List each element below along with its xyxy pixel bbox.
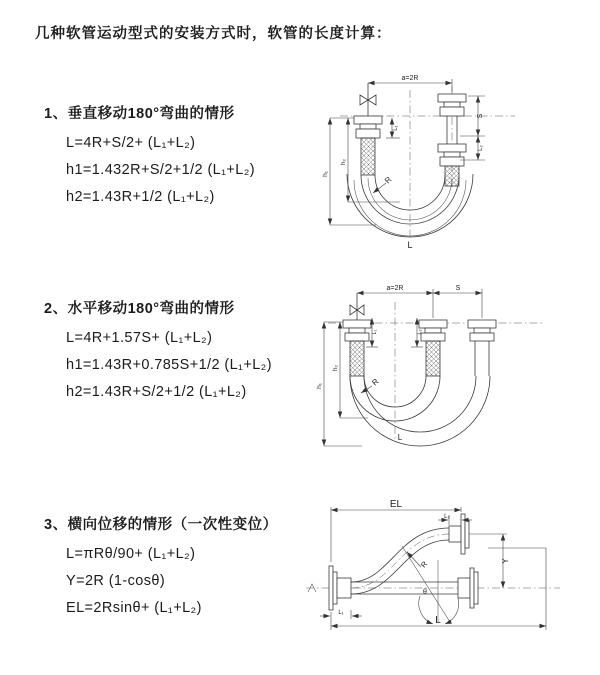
span-dim-label: a=2R (401, 75, 419, 82)
left-flange (329, 566, 351, 610)
span-dim-label: a=2R (386, 285, 404, 292)
diagram-vertical-180-bend (310, 70, 595, 260)
section-1-heading: 1、垂直移动180°弯曲的情形 (44, 106, 235, 122)
l2-dim-label: L₂ (478, 145, 484, 151)
section-1 (44, 102, 319, 211)
s-curve-hose (351, 528, 449, 594)
l1-dim-label: L₁ (393, 125, 399, 131)
dimension-lines (320, 507, 546, 630)
diagram-lateral-displacement (298, 498, 598, 668)
formula-line: L=4R+S/2+ (L₁+L₂) (66, 135, 196, 151)
section-2 (44, 297, 319, 406)
s-dim-label: S (477, 113, 484, 119)
formula-line: h1=1.43R+0.785S+1/2 (L₁+L₂) (66, 357, 272, 373)
l1-dim-label: L₁ (372, 329, 378, 335)
length-label: L (397, 433, 403, 442)
section-2-heading: 2、水平移动180°弯曲的情形 (44, 301, 235, 317)
formula-line: L=4R+1.57S+ (L₁+L₂) (66, 330, 213, 346)
h1-dim-label: h₁ (322, 171, 329, 177)
length-label: L (435, 615, 441, 626)
radius-label: R (418, 559, 430, 570)
h1-dim-label: h₁ (316, 383, 323, 389)
section-3-heading: 3、横向位移的情形（一次性变位） (44, 517, 278, 533)
valve-icon (360, 83, 376, 116)
formula-line: h1=1.432R+S/2+1/2 (L₁+L₂) (66, 162, 256, 178)
length-label: L (407, 240, 413, 250)
h2-dim-label: h₂ (332, 364, 339, 372)
diagram-horizontal-180-bend (310, 280, 595, 460)
h2-dim-label: h₂ (340, 158, 347, 166)
formula-line: Y=2R (1-cosθ) (66, 573, 166, 589)
formula-line: L=πRθ/90+ (L₁+L₂) (66, 546, 196, 562)
radius-label: R (370, 376, 381, 388)
valve-icon (350, 293, 364, 320)
formula-line: EL=2Rsinθ+ (L₁+L₂) (66, 600, 202, 616)
left-pipe-fitting (343, 320, 371, 376)
displaced-pipe-fitting (468, 320, 496, 376)
l2-dim-label: L₂ (417, 329, 423, 335)
dimension-labels (338, 499, 510, 626)
dimension-lines (324, 289, 482, 446)
s-dim-label: S (455, 285, 461, 292)
left-pipe-fitting (354, 116, 382, 175)
middle-pipe-fitting (419, 320, 447, 376)
section-3 (44, 513, 319, 622)
angle-construction (402, 546, 459, 624)
y-dim-label: Y (501, 558, 510, 564)
l1-dim-label: L₁ (338, 610, 344, 616)
radius-label: R (383, 175, 394, 186)
theta-label: θ (423, 589, 427, 596)
formula-line: h2=1.43R+1/2 (L₁+L₂) (66, 189, 215, 205)
l2-dim-label: L₂ (444, 514, 450, 520)
el-dim-label: EL (389, 499, 403, 510)
page-title: 几种软管运动型式的安装方式时，软管的长度计算： (35, 26, 392, 42)
formula-line: h2=1.43R+S/2+1/2 (L₁+L₂) (66, 384, 247, 400)
